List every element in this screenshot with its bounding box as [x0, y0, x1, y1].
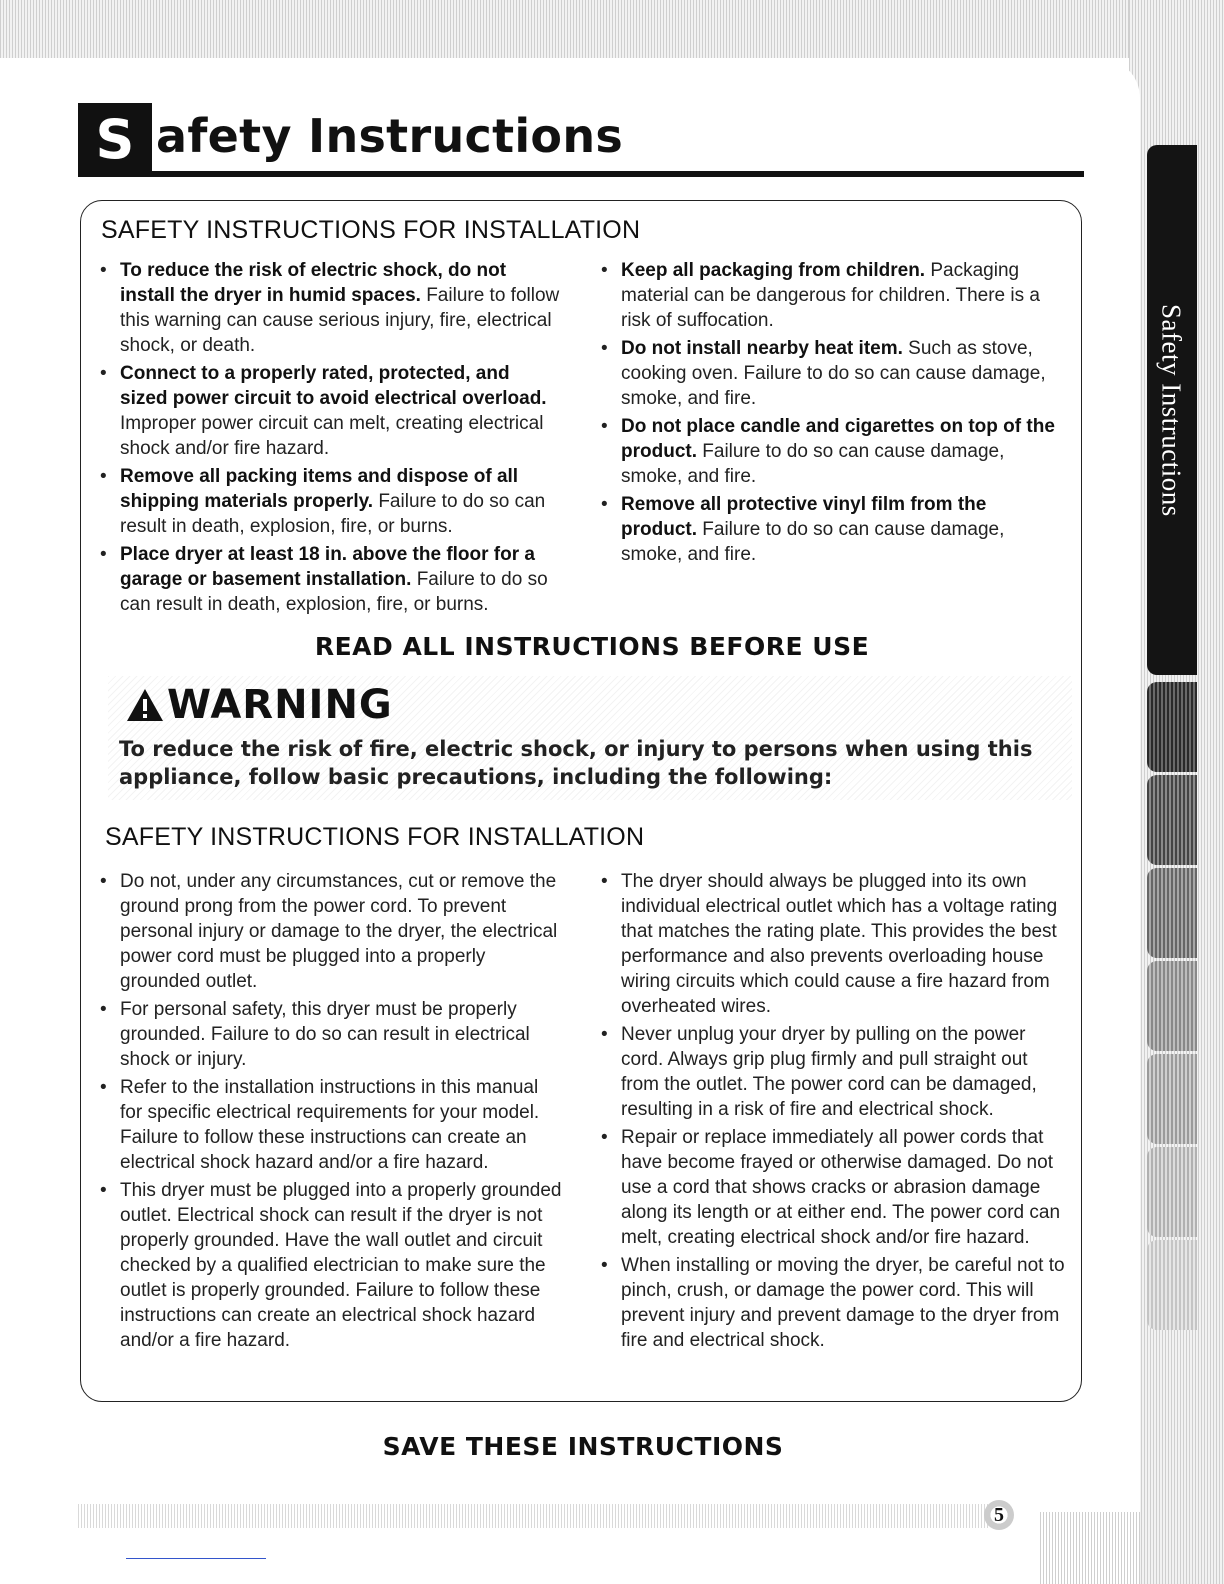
warning-label: WARNING — [167, 682, 393, 728]
list-item: • Never unplug your dryer by pulling on the power cord. Always grip plug firmly and pull straight out from the outlet. The power cord can be damaged, resulting in a risk of fire and electrical shock. — [601, 1022, 1066, 1122]
list-item-bold: Do not install nearby heat item. — [621, 338, 903, 359]
list-item-bold: To reduce the risk of electric shock, do not install the dryer in humid spaces. — [120, 260, 507, 306]
list-item — [601, 336, 1066, 411]
list-item — [601, 492, 1066, 567]
list-item: • When installing or moving the dryer, be careful not to pinch, crush, or damage the power cord. This will prevent injury and prevent damage to the dryer from fire and electrical shock. — [601, 1253, 1066, 1353]
side-tab-4[interactable] — [1147, 868, 1197, 958]
list-item: • The dryer should always be plugged into its own individual electrical outlet which has a voltage rating that matches the rating plate. This provides the best performance and also prevents overloading house wiring circuits which could cause a fire hazard from overheated wires. — [601, 869, 1066, 1019]
list-item — [100, 361, 560, 461]
section1-heading: SAFETY INSTRUCTIONS FOR INSTALLATION — [101, 216, 641, 244]
list-item — [601, 258, 1066, 333]
list-item-bold: Remove all packing items and dispose of all shipping materials properly. — [120, 466, 519, 512]
footer-right-pattern — [1040, 1512, 1140, 1584]
warning-triangle-icon — [125, 687, 165, 723]
section2-left-list — [100, 869, 562, 1356]
list-item-bold: Connect to a properly rated, protected, and sized power circuit to avoid electrical overload. — [120, 363, 547, 409]
footer-pattern-band — [78, 1504, 988, 1528]
page-number: 5 — [984, 1500, 1014, 1530]
side-tab-2[interactable] — [1147, 682, 1197, 772]
list-item — [601, 414, 1066, 489]
section1-left-list — [100, 258, 560, 620]
list-item-text: Improper power circuit can melt, creating electrical shock and/or fire hazard. — [120, 413, 544, 459]
list-item: • This dryer must be plugged into a properly grounded outlet. Electrical shock can result if the dryer is not properly grounded. Have the wall outlet and circuit checked by a qualified electrician to make sure the outlet is properly grounded. Failure to follow these instructions can create an electrical shock hazard and/or a fire hazard. — [100, 1178, 562, 1353]
side-tab-7[interactable] — [1147, 1147, 1197, 1237]
list-item — [100, 542, 560, 617]
page-title — [78, 103, 1084, 177]
list-item — [100, 258, 560, 358]
list-item: • Repair or replace immediately all power cords that have become frayed or otherwise damaged. Do not use a cord that shows cracks or abrasion damage along its length or at either end. The power cord can melt, creating electrical shock and/or fire hazard. — [601, 1125, 1066, 1250]
section2-right-list — [601, 869, 1066, 1356]
title-initial-box: S — [78, 103, 152, 175]
list-item-text: Failure to follow this warning can cause serious injury, fire, electrical shock, or death. — [120, 285, 560, 356]
list-item-bold: Do not place candle and cigarettes on top of the product. — [621, 416, 1055, 462]
read-all-heading: READ ALL INSTRUCTIONS BEFORE USE — [314, 632, 870, 661]
side-tab-label: Safety Instructions — [1156, 303, 1187, 517]
top-pattern-band — [0, 0, 1224, 58]
section1-right-list — [601, 258, 1066, 570]
warning-title — [125, 682, 393, 728]
list-item-bold: Keep all packaging from children. — [621, 260, 926, 281]
list-item-text: Failure to do so can cause damage, smoke, and fire. — [621, 519, 1005, 565]
footer-link-rule — [126, 1558, 266, 1559]
side-tab-5[interactable] — [1147, 961, 1197, 1051]
list-item: • For personal safety, this dryer must be properly grounded. Failure to do so can result in electrical shock or injury. — [100, 997, 562, 1072]
list-item-text: Failure to do so can cause damage, smoke, and fire. — [621, 441, 1005, 487]
list-item-bold: Place dryer at least 18 in. above the floor for a garage or basement installation. — [120, 544, 535, 590]
list-item-bold: Remove all protective vinyl film from the product. — [621, 494, 987, 540]
list-item: • Refer to the installation instructions in this manual for specific electrical requirements for your model. Failure to follow these instructions can create an electrical shock hazard and/or a fire hazard. — [100, 1075, 562, 1175]
warning-text-line1: To reduce the risk of fire, electric shock, or injury to persons when using this — [119, 737, 1033, 761]
title-text: afety Instructions — [156, 109, 624, 163]
side-tab-6[interactable] — [1147, 1054, 1197, 1144]
list-item-text: Failure to do so can result in death, explosion, fire, or burns. — [120, 491, 546, 537]
side-tab-3[interactable] — [1147, 775, 1197, 865]
save-instructions-heading: SAVE THESE INSTRUCTIONS — [382, 1432, 784, 1461]
title-underline — [78, 171, 1084, 177]
list-item-text: Such as stove, cooking oven. Failure to do so can cause damage, smoke, and fire. — [621, 338, 1046, 409]
list-item-text: Failure to do so can result in death, explosion, fire, or burns. — [120, 569, 548, 615]
warning-text — [119, 735, 1059, 791]
section2-heading: SAFETY INSTRUCTIONS FOR INSTALLATION — [105, 823, 645, 851]
list-item-text: Packaging material can be dangerous for children. There is a risk of suffocation. — [621, 260, 1040, 331]
side-tab-8[interactable] — [1147, 1240, 1197, 1330]
list-item: • Do not, under any circumstances, cut or remove the ground prong from the power cord. To prevent personal injury or damage to the dryer, the electrical power cord must be plugged into a properly grounded outlet. — [100, 869, 562, 994]
warning-text-line2: appliance, follow basic precautions, including the following: — [119, 765, 833, 789]
list-item — [100, 464, 560, 539]
